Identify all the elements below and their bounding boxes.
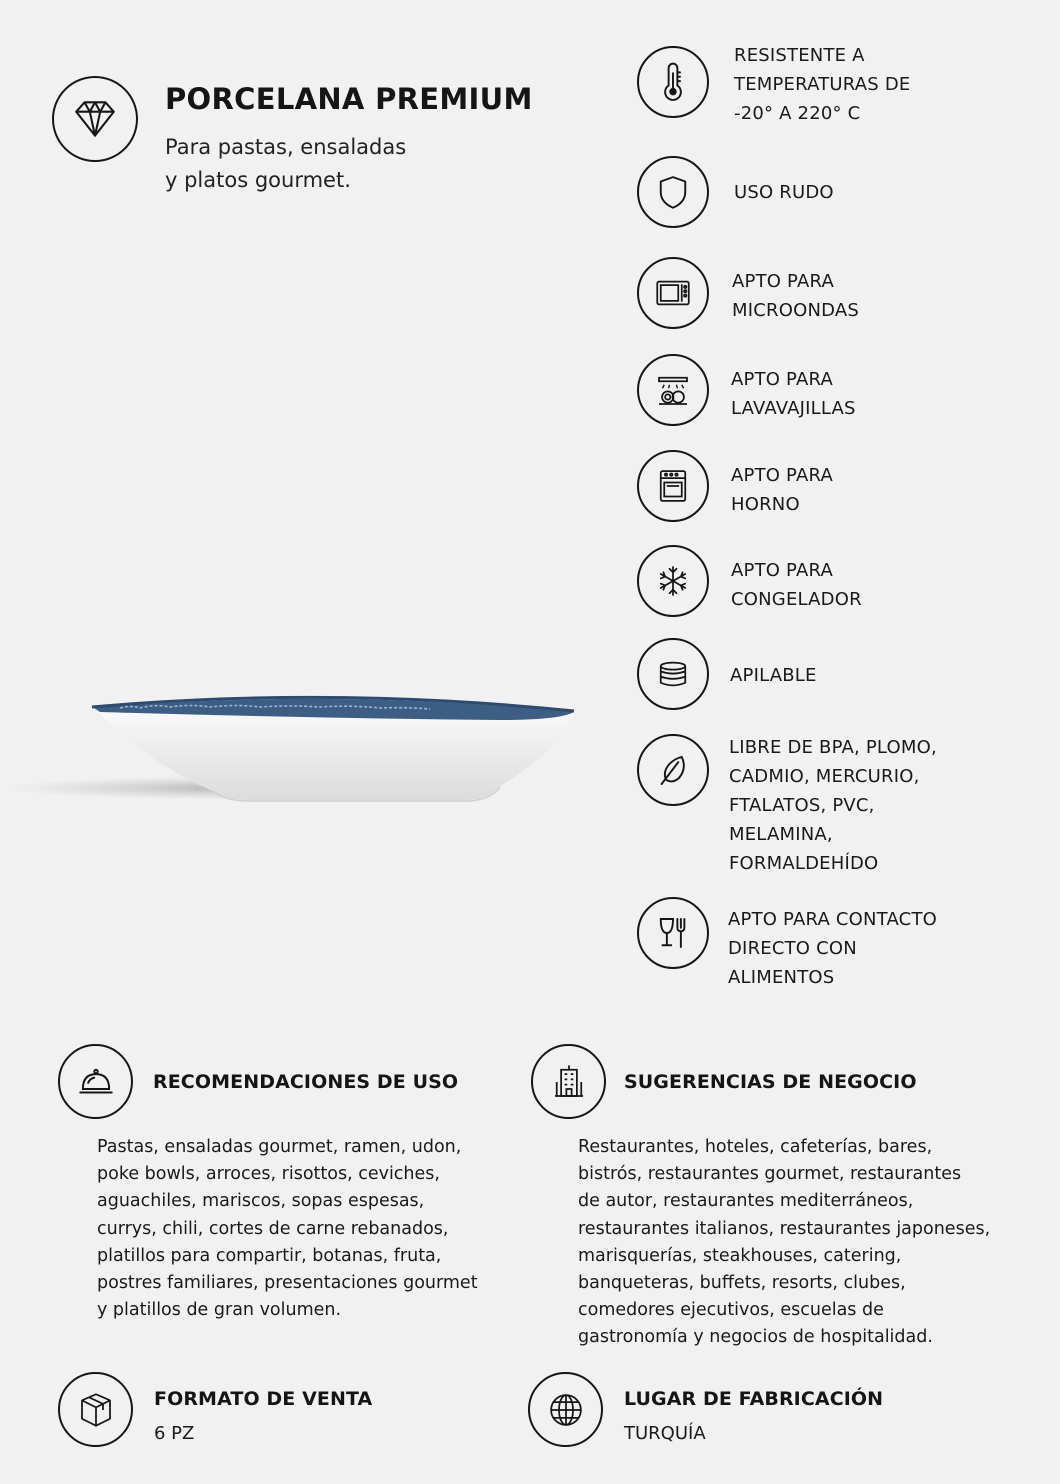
origin-title: LUGAR DE FABRICACIÓN [624,1388,884,1410]
origin-value: TURQUÍA [624,1423,706,1444]
business-body: Restaurantes, hoteles, cafeterías, bares, bistrós, restaurantes gourmet, restaurantes de autor, restaurantes mediterráneos, restaurantes italianos, restaurantes japoneses, marisquerías, steakhouses, catering, banqueteras, buffets, resorts, clubes, comedores ejecutivos, escuelas de gastronomía y negocios de hospitalidad. [578,1137,991,1348]
plate-image [0,670,600,820]
microwave-icon [637,257,709,329]
stack-icon [637,638,709,710]
globe-icon [528,1372,603,1447]
dishwasher-icon [637,354,709,426]
glass-fork-icon [637,897,709,969]
thermometer-icon [637,46,709,118]
feature-temperature-text: RESISTENTE A TEMPERATURAS DE -20° A 220° C [734,45,911,124]
sale-format-title: FORMATO DE VENTA [154,1388,373,1410]
feature-freezer-text: APTO PARA CONGELADOR [731,560,862,610]
page-subtitle: Para pastas, ensaladas y platos gourmet. [165,135,407,192]
feature-heavy-use-text: USO RUDO [734,182,834,203]
feature-stackable-text: APILABLE [730,665,817,686]
feature-oven-text: APTO PARA HORNO [731,465,833,515]
feature-bpa-free-text: LIBRE DE BPA, PLOMO, CADMIO, MERCURIO, FTALATOS, PVC, MELAMINA, FORMALDEHÍDO [729,737,937,874]
oven-icon [637,450,709,522]
box-icon [58,1372,133,1447]
diamond-icon [52,76,138,162]
shield-icon [637,156,709,228]
snowflake-icon [637,545,709,617]
leaf-icon [637,734,709,806]
sale-format-value: 6 PZ [154,1423,195,1444]
feature-food-contact-text: APTO PARA CONTACTO DIRECTO CON ALIMENTOS [728,909,938,988]
building-icon [531,1044,606,1119]
feature-microwave-text: APTO PARA MICROONDAS [732,271,859,321]
page-title: PORCELANA PREMIUM [165,82,533,116]
recommendations-title: RECOMENDACIONES DE USO [153,1071,459,1093]
cloche-icon [58,1044,133,1119]
business-title: SUGERENCIAS DE NEGOCIO [624,1071,917,1093]
recommendations-body: Pastas, ensaladas gourmet, ramen, udon, poke bowls, arroces, risottos, ceviches, aguachiles, mariscos, sopas espesas, currys, chili, cortes de carne rebanados, platillos para compartir, botanas, fruta, postres familiares, presentaciones gourmet y platillos de gran volumen. [97,1137,478,1321]
feature-dishwasher-text: APTO PARA LAVAVAJILLAS [731,369,856,419]
